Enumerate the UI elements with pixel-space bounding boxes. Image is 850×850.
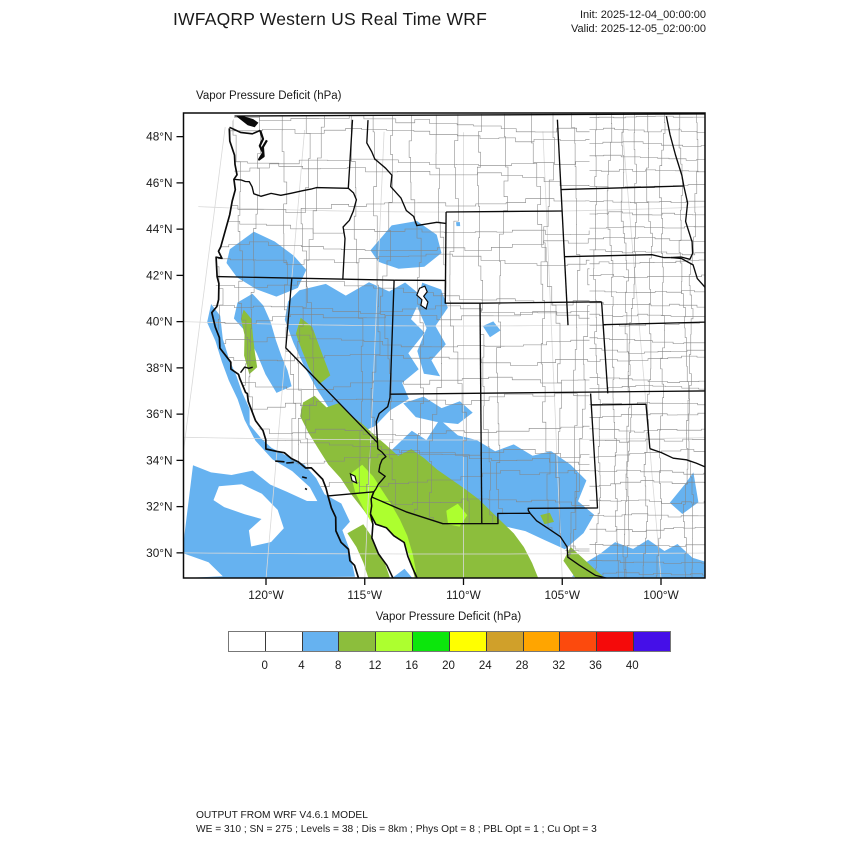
lat-tick-label: 32°N (146, 499, 173, 514)
colorbar (228, 631, 671, 652)
colorbar-tick-label: 16 (405, 660, 419, 672)
lat-tick-label: 44°N (146, 222, 173, 237)
vpd-fill-blue-yellowstone (456, 222, 460, 226)
colorbar-cell (633, 632, 670, 651)
colorbar-cell (229, 632, 265, 651)
colorbar-tick-label: 40 (625, 660, 639, 672)
lat-tick-label: 42°N (146, 268, 173, 283)
lat-tick-label: 38°N (146, 360, 173, 375)
lat-tick-label: 46°N (146, 175, 173, 190)
state-border (445, 212, 446, 303)
colorbar-tick-label: 4 (298, 660, 305, 672)
colorbar-tick-label: 12 (368, 660, 382, 672)
lat-tick-label: 30°N (146, 545, 173, 560)
page-title: IWFAQRP Western US Real Time WRF (173, 9, 487, 29)
lon-tick-label: 115°W (347, 588, 383, 602)
colorbar-cell (596, 632, 633, 651)
init-time: Init: 2025-12-04_00:00:00 (580, 9, 706, 21)
colorbar-tick-label: 8 (335, 660, 342, 672)
colorbar-cell (486, 632, 523, 651)
colorbar-cell (412, 632, 449, 651)
colorbar-cell (449, 632, 486, 651)
colorbar-cell (559, 632, 596, 651)
colorbar-cell (523, 632, 560, 651)
colorbar-tick-label: 36 (589, 660, 602, 672)
map-canvas (151, 113, 776, 588)
footer-annotation (196, 809, 597, 836)
channel-island-4 (305, 488, 307, 489)
colorbar-title: Vapor Pressure Deficit (hPa) (375, 611, 522, 623)
lon-tick-label: 120°W (248, 588, 284, 602)
colorbar-tick-label: 0 (261, 660, 268, 672)
lat-tick-label: 48°N (146, 129, 173, 144)
colorbar-cell (375, 632, 412, 651)
field-label: Vapor Pressure Deficit (hPa) (196, 90, 342, 102)
state-border (720, 321, 743, 391)
lon-tick-label: 100°W (643, 588, 679, 602)
channel-island-2 (286, 462, 294, 463)
lat-tick-label: 34°N (146, 453, 173, 468)
colorbar-cell (302, 632, 339, 651)
lon-tick-label: 110°W (446, 588, 481, 602)
lat-tick-label: 40°N (146, 314, 173, 329)
colorbar-cell (338, 632, 375, 651)
colorbar-cell (265, 632, 302, 651)
footer-line1: OUTPUT FROM WRF V4.6.1 MODEL (196, 810, 368, 821)
lat-tick-label: 36°N (146, 407, 173, 422)
colorbar-tick-label: 20 (442, 660, 455, 672)
colorbar-tick-label: 24 (478, 660, 492, 672)
colorbar-labels (228, 660, 669, 674)
lon-tick-label: 105°W (544, 588, 581, 602)
valid-time: Valid: 2025-12-05_02:00:00 (571, 23, 706, 35)
colorbar-tick-label: 28 (515, 660, 529, 672)
colorbar-tick-label: 32 (552, 660, 566, 672)
footer-line2: WE = 310 ; SN = 275 ; Levels = 38 ; Dis = 8km ; Phys Opt = 8 ; PBL Opt = 1 ; Cu Opt = 3 (196, 823, 597, 835)
channel-island-1 (275, 461, 284, 462)
